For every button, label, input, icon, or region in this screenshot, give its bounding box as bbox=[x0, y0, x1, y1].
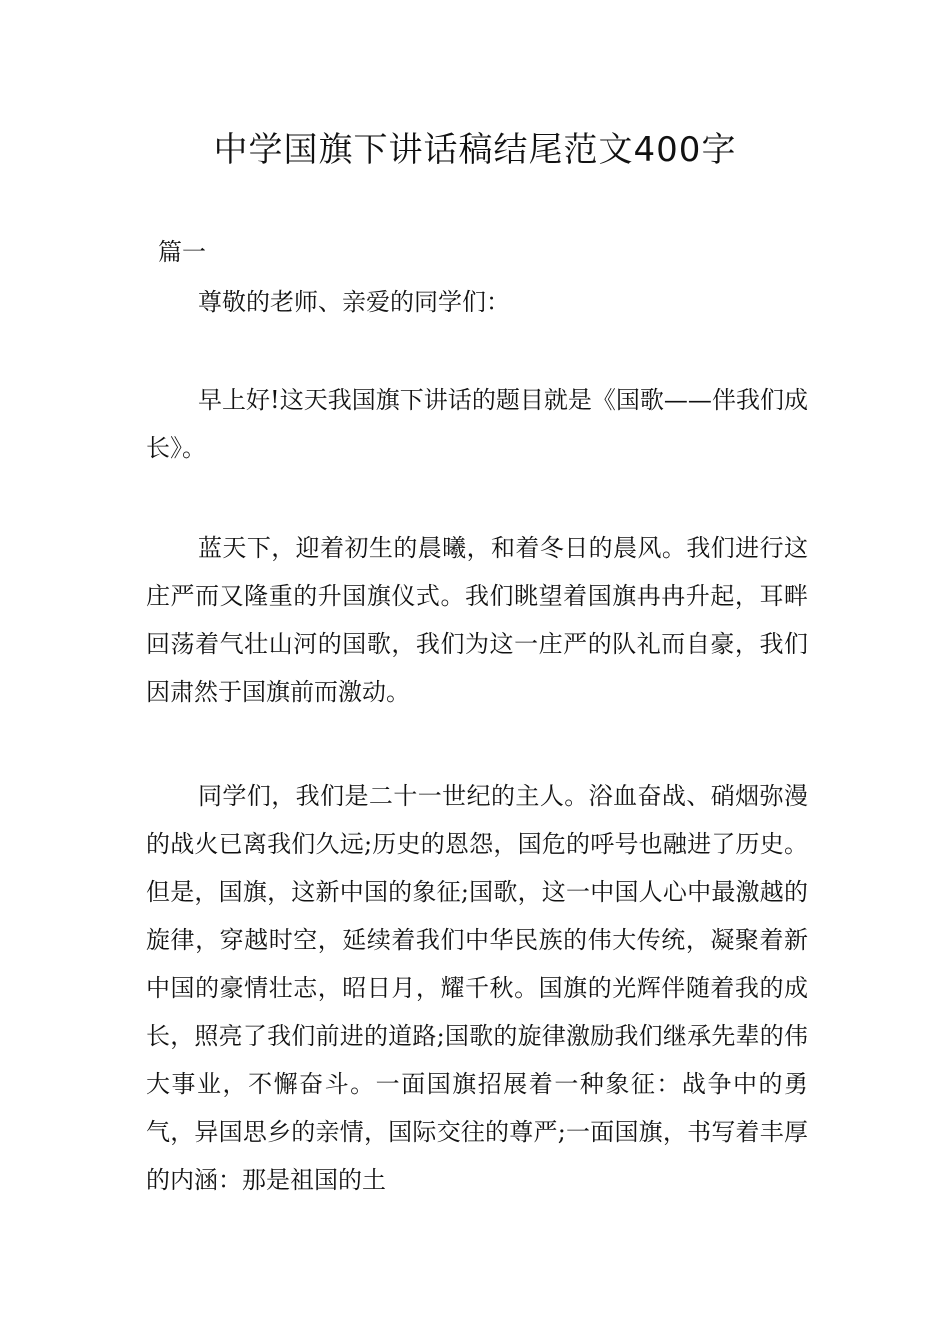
document-title: 中学国旗下讲话稿结尾范文400字 bbox=[213, 130, 737, 170]
section-label: 篇一 bbox=[158, 238, 206, 266]
paragraph-history: 同学们，我们是二十一世纪的主人。浴血奋战、硝烟弥漫的战火已离我们久远;历史的恩怨，国危的呼号也融进了历史。但是，国旗，这新中国的象征;国歌，这一中国人心中最激越的旋律，穿越时空，延续着我们中华民族的伟大传统，凝聚着新中国的豪情壮志，昭日月，耀千秋。国旗的光辉伴随着我的成长，照亮了我们前进的道路;国歌的旋律激励我们继承先辈的伟大事业，不懈奋斗。一面国旗招展着一种象征：战争中的勇气，异国思乡的亲情，国际交往的尊严;一面国旗，书写着丰厚的内涵：那是祖国的土 bbox=[146, 782, 808, 1194]
paragraph-topic: 早上好!这天我国旗下讲话的题目就是《国歌——伴我们成长》。 bbox=[146, 386, 808, 462]
paragraph-ceremony: 蓝天下，迎着初生的晨曦，和着冬日的晨风。我们进行这庄严而又隆重的升国旗仪式。我们眺望着国旗冉冉升起，耳畔回荡着气壮山河的国歌，我们为这一庄严的队礼而自豪，我们因肃然于国旗前而激动。 bbox=[146, 534, 808, 706]
paragraph-greeting: 尊敬的老师、亲爱的同学们： bbox=[198, 288, 510, 316]
